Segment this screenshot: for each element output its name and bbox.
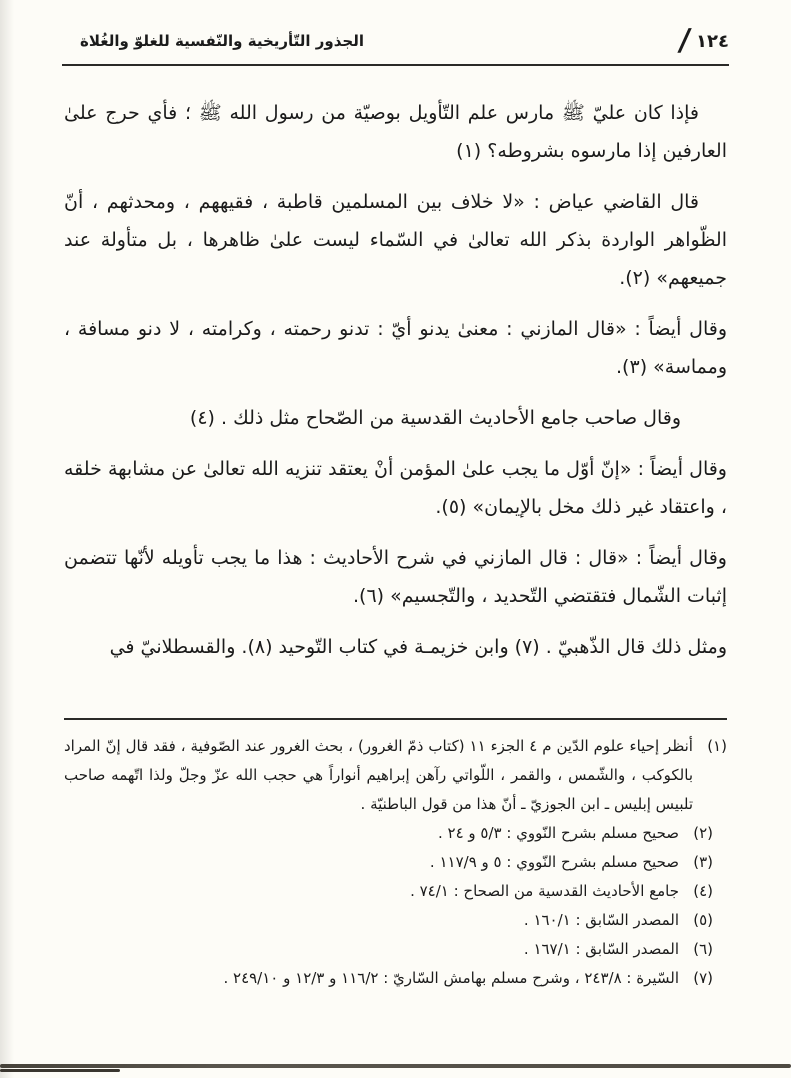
page-number-slash: / (676, 23, 693, 58)
page-number-value: ١٢٤ (696, 30, 729, 52)
footnote-text: المصدر السّابق : ١٦٠/١ . (523, 911, 679, 929)
paragraph: فإذا كان عليّ ﷺ مارس علم التّأويل بوصيّة من رسول الله ﷺ ؛ فأي حرج علىٰ العارفين إذا مارسوه بشروطه؟ (١) (64, 102, 727, 162)
footnote-text: أنظر إحياء علوم الدّين م ٤ الجزء ١١ (كتاب ذمّ الغرور) ، بحث الغرور عند الصّوفية ، فقد قال إنّ المراد بالكوكب ، والشّمس ، والقمر ، اللّواتي رآهن إبراهيم أنواراً هي حجب الله عزّ وجلّ ولذا اتّهمه صاحب تلبيس إبليس ـ ابن الجوزيّ ـ أنّ هذا من قول الباطنيّة . (64, 737, 693, 813)
scan-edge-bottom (0, 1064, 791, 1068)
footnote-number: (٣) (693, 853, 713, 871)
footnote-text: المصدر السّابق : ١٦٧/١ . (523, 940, 679, 958)
page-header (80, 23, 729, 58)
paragraph: وقال صاحب جامع الأحاديث القدسية من الصّحاح مثل ذلك . (٤) (189, 407, 681, 429)
footnote (64, 819, 713, 848)
footnote-text: صحيح مسلم بشرح النّووي : ٥ و ١١٧/٩ . (429, 853, 679, 871)
footnote (64, 877, 713, 906)
paragraph: وقال أيضاً : «قال المازني : معنىٰ يدنو أيّ : تدنو رحمته ، وكرامته ، لا دنو مسافة ، ومماسة» (٣). (64, 318, 727, 378)
footnote (64, 732, 727, 819)
scan-edge-left (0, 0, 14, 1078)
footnote-number: (٢) (693, 824, 713, 842)
page-number (676, 23, 729, 58)
body-text (64, 94, 727, 679)
footnote-number: (٥) (693, 911, 713, 929)
footnote-text: صحيح مسلم بشرح النّووي : ٥/٣ و ٢٤ . (437, 824, 679, 842)
footnote-text: السّيرة : ٢٤٣/٨ ، وشرح مسلم بهامش السّاريّ : ١١٦/٢ و ١٢/٣ و ٢٤٩/١٠ . (223, 969, 679, 987)
footnotes-section (64, 718, 727, 993)
footnote (64, 964, 713, 993)
paragraph: وقال أيضاً : «قال : قال المازني في شرح الأحاديث : هذا ما يجب تأويله لأنّها تتضمن إثبات الشّمال فتقتضي التّحديد ، والتّجسيم» (٦). (64, 547, 727, 607)
footnote-text: جامع الأحاديث القدسية من الصحاح : ٧٤/١ . (410, 882, 679, 900)
footnote (64, 935, 713, 964)
footnote-number: (٤) (693, 882, 713, 900)
footnote (64, 906, 713, 935)
footnote (64, 848, 713, 877)
book-title: الجذور التّأريخية والنّفسية للغلوّ والغُلاة (80, 32, 364, 50)
footnote-number: (٧) (693, 969, 713, 987)
paragraph: ومثل ذلك قال الذّهبيّ . (٧) وابن خزيمـة في كتاب التّوحيد (٨). والقسطلانيّ في (109, 636, 727, 658)
header-rule (62, 64, 729, 66)
footnote-number: (١) (707, 737, 727, 755)
footnote-separator-rule (64, 718, 727, 720)
scan-edge-bottom-corner (0, 1069, 120, 1072)
paragraph: قال القاضي عياض : «لا خلاف بين المسلمين قاطبة ، فقيههم ، ومحدثهم ، أنّ الظّواهر الواردة بذكر الله تعالىٰ في السّماء ليست علىٰ ظاهرها ، بل متأولة عند جميعهم» (٢). (64, 191, 727, 289)
footnote-number: (٦) (693, 940, 713, 958)
paragraph: وقال أيضاً : «إنّ أوّل ما يجب علىٰ المؤمن أنْ يعتقد تنزيه الله تعالىٰ عن مشابهة خلقه ، واعتقاد غير ذلك مخل بالإيمان» (٥). (64, 458, 727, 518)
